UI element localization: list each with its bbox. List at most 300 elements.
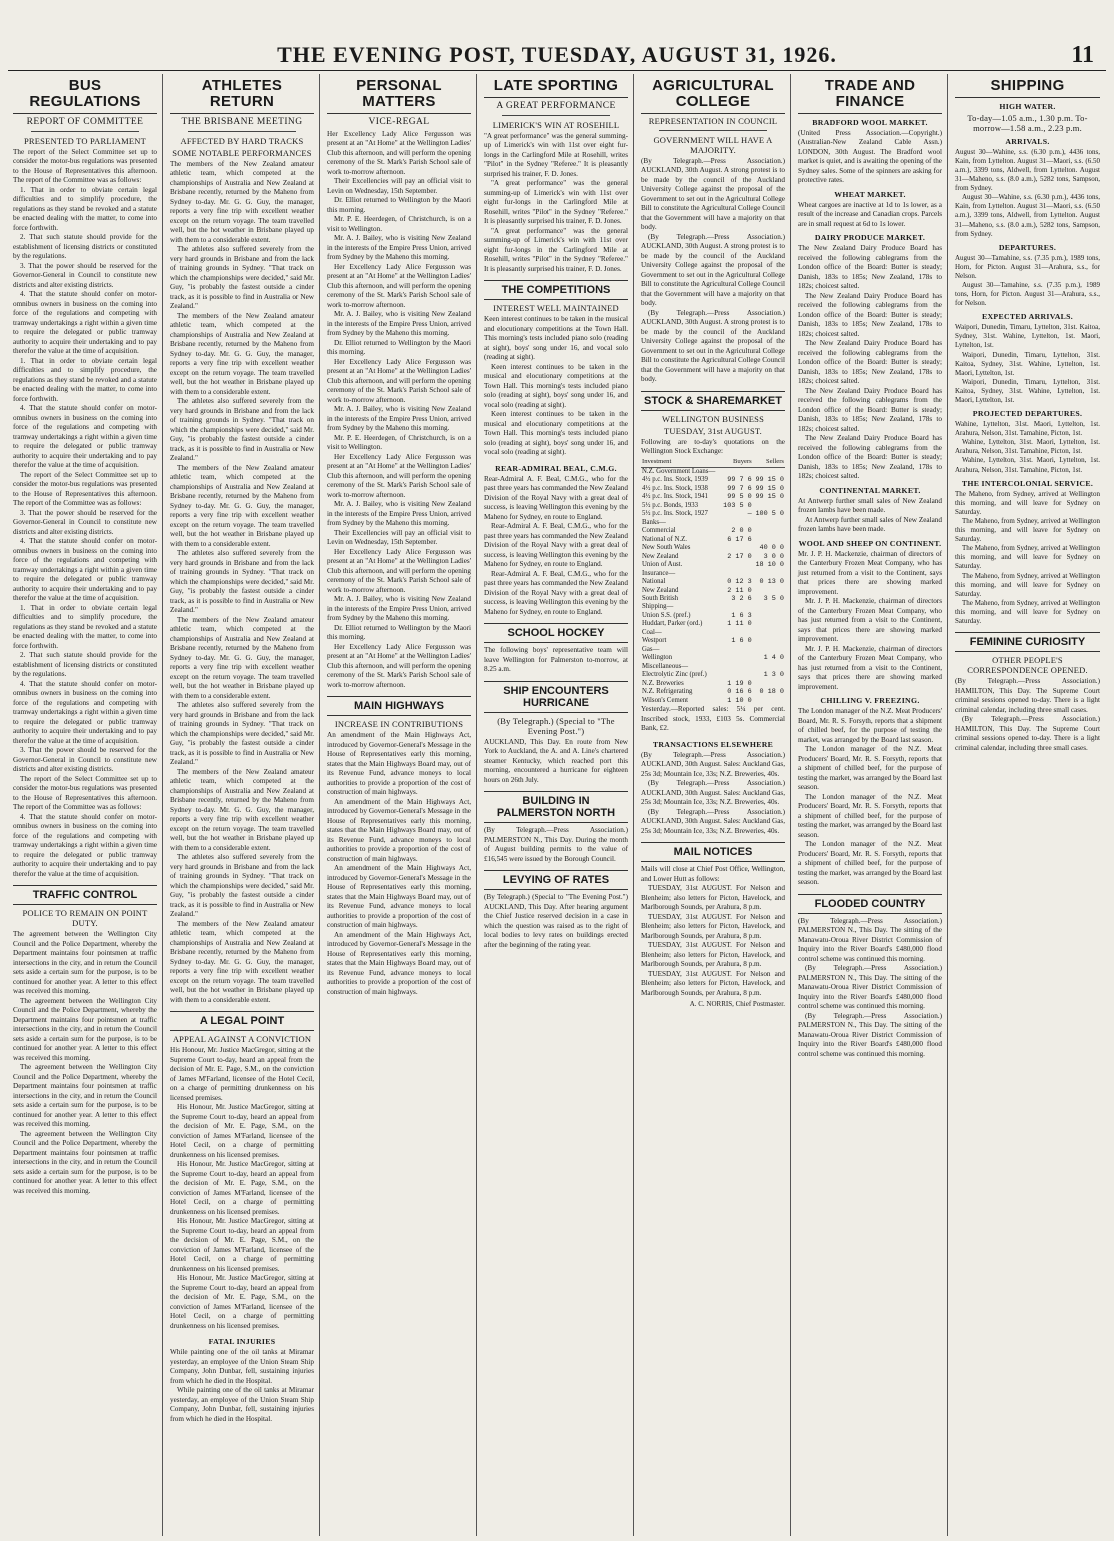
- table-cell: 99 15 0: [755, 484, 784, 493]
- table-cell: [720, 467, 752, 476]
- article-fatal-injuries: [170, 1337, 314, 1424]
- table-cell: [720, 671, 752, 679]
- headline: FEMININE CURIOSITY: [955, 632, 1100, 652]
- paragraph: Mr. J. P. H. Mackenzie, chairman of directors of the Canterbury Frozen Meat Company, who has just returned from a visit to the Continent, says that prices there are showing marked improvement.: [798, 549, 942, 596]
- headline: MAIN HIGHWAYS: [327, 696, 471, 716]
- table-cell: [720, 561, 752, 569]
- table-cell: Insurance—: [642, 569, 676, 577]
- paragraph: Rear-Admiral A. F. Beal, C.M.G., who for the past three years has commanded the New Zealand Division of the Royal Navy with a great deal of success, is leaving Wellington this evening by the Maheno for Sydney, en route to England.: [484, 522, 628, 569]
- paragraph: The report of the Select Committee set up to consider the motor-bus regulations was presented to the House of Representatives this afternoon. The report of the Committee was as follows:: [13, 774, 157, 811]
- article-stock-sharemarket: [641, 391, 785, 734]
- table-row: [641, 493, 785, 501]
- table-row: [641, 561, 785, 569]
- headline: FATAL INJURIES: [208, 1337, 276, 1346]
- subheadline: CONTINENTAL MARKET.: [819, 485, 921, 495]
- column-3: [322, 74, 477, 1536]
- table-cell: 99 15 0: [755, 476, 784, 485]
- paragraph: The New Zealand Dairy Produce Board has received the following cablegrams from the London office of the Board: Butter is steady; Danish, 183s to 185s; New Zealand, 178s to 182s; choicest salted.: [798, 244, 942, 290]
- headline: LATE SPORTING: [484, 78, 628, 98]
- subheadline: A GREAT PERFORMANCE: [496, 100, 616, 111]
- paragraph: Mr. A. J. Bailey, who is visiting New Zealand in the interests of the Empire Press Union, arrived from Sydney by the Maheno this morning.: [327, 234, 471, 261]
- table-cell: National of N.Z.: [642, 535, 687, 543]
- paragraph: While painting one of the oil tanks at Miramar yesterday, an employee of the Union Steam Ship Company, John Dunbar, fell, sustaining injuries from which he died in the Hospital.: [170, 1348, 314, 1385]
- table-cell: [720, 646, 752, 654]
- table-header-row: [641, 457, 785, 468]
- headline: TRAFFIC CONTROL: [13, 885, 157, 905]
- table-cell: 1 10 0: [727, 696, 752, 705]
- table-cell: 100 5 0: [755, 510, 784, 519]
- table-cell: National: [642, 578, 666, 586]
- table-cell: 1 19 0: [727, 679, 752, 688]
- paragraph: The New Zealand Dairy Produce Board has received the following cablegrams from the London office of the Board: Butter is steady; Danish, 183s to 185s; New Zealand, 178s to 182s; choicest salted.: [798, 291, 942, 338]
- subheadline: BRADFORD WOOL MARKET.: [812, 117, 928, 127]
- subheadline: AFFECTED BY HARD TRACKS: [180, 135, 304, 146]
- table-row: [641, 595, 785, 603]
- paragraph: Keen interest continues to be taken in the musical and elocutionary competitions at the Town Hall. This morning's tests included piano solo (reading at sight), boys' song under 16, and vocal solo (reading at sight).: [484, 362, 628, 409]
- table-cell: 1 6 0: [731, 637, 752, 646]
- table-cell: 0 12 3: [727, 578, 752, 587]
- paragraph: The New Zealand Dairy Produce Board has received the following cablegrams from the London office of the Board: Butter is steady; Danish, 183s to 185s; New Zealand, 178s to 182s; choicest salted.: [798, 339, 942, 385]
- paragraph: The New Zealand Dairy Produce Board has received the following cablegrams from the London office of the Board: Butter is steady; Danish, 183s to 185s; New Zealand, 178s to 182s; choicest salted.: [798, 386, 942, 433]
- paragraph: The athletes also suffered severely from the very hard grounds in Brisbane and from the lack of training grounds in Sydney. "That track on which the championships were decided," said Mr. Guy, "is probably the fastest outside a cinder track, as it is possible to find in Australia or New Zealand.": [170, 549, 314, 614]
- headline: A LEGAL POINT: [170, 1011, 314, 1031]
- paragraph: An amendment of the Main Highways Act, introduced by Governor-General's Message in the House of Representatives early this morning, states that the Main Highways Board may, out of its Revenue Fund, advance moneys to local authorities to provide a proportion of the cost of construction of main highways.: [327, 864, 471, 929]
- table-cell: 5½ p.c. Ins. Stock, 1927: [642, 510, 708, 518]
- paragraph: (United Press Association.—Copyright.) (Australian-New Zealand Cable Assn.) LONDON, 30th August. The Bradford wool market is quiet, and is awaiting the opening of the Sydney sales. Some of the spinners are asking for protective rates.: [798, 128, 942, 184]
- article-shipping: [955, 78, 1100, 626]
- headline: MAIL NOTICES: [641, 842, 785, 862]
- paragraph: His Honour, Mr. Justice MacGregor, sitting at the Supreme Court to-day, heard an appeal from the decision of Mr. E. Page, S.M., on the conviction of James M'Farland, licensee of the Hotel Cecil, on a charge of permitting drunkenness on his licensed premises.: [170, 1274, 314, 1330]
- paragraph: The members of the New Zealand amateur athletic team, which competed at the championships of Australia and New Zealand at Brisbane recently, returned by the Maheno from Sydney to-day. Mr. G. G. Guy, the manager, reports a very fine trip with excellent weather except on the return voyage. The team travelled well, but the hot weather in Brisbane played up with them to a considerable extent.: [170, 919, 314, 1004]
- paragraph: Wahine, Lyttelton, 31st. Maori, Lyttelton, 1st. Arahura, Nelson, 31st. Tamahine, Picton, 1st.: [955, 456, 1100, 474]
- paragraph: At Antwerp further small sales of New Zealand frozen lambs have been made.: [798, 496, 942, 514]
- paragraph: 1. That in order to obviate certain legal difficulties and to simplify procedure, the regulations as they stand be revoked and a statute be enacted dealing with the matter, to come into force forthwith.: [13, 185, 157, 232]
- table-row: [641, 680, 785, 688]
- paragraph: 1. That in order to obviate certain legal difficulties and to simplify procedure, the regulations as they stand be revoked and a statute be enacted dealing with the matter, to come into force forthwith.: [13, 356, 157, 403]
- paragraph: The Maheno, from Sydney, arrived at Wellington this morning, and will leave for Sydney on Saturday.: [955, 544, 1100, 571]
- paragraph: Her Excellency Lady Alice Fergusson was present at an "At Home" at the Wellington Ladies' Club this afternoon, and will perform the opening ceremony of the St. Mark's Parish School sale of work to-morrow afternoon.: [327, 262, 471, 309]
- paragraph: (By Telegraph.—Press Association.) AUCKLAND, 30th August. A strong protest is to be made by the council of the Auckland University College against the proposal of the Government to set out in the Agricultural College Bill to constitute the Agricultural College Council that the Government will have a majority on that body.: [641, 308, 785, 383]
- table-cell: New South Wales: [642, 544, 691, 552]
- paragraph: Waipori, Dunedin, Timaru, Lyttelton, 31st. Kaitoa, Sydney, 31st. Wahine, Lyttelton, 1st. Maori, Lyttelton, 1st.: [955, 377, 1100, 404]
- paragraph: Her Excellency Lady Alice Fergusson was present at an "At Home" at the Wellington Ladies' Club this afternoon, and will perform the opening ceremony of the St. Mark's Parish School sale of work to-morrow afternoon.: [327, 452, 471, 499]
- table-row: [641, 476, 785, 484]
- table-cell: [753, 536, 785, 544]
- columns: [8, 74, 1106, 1536]
- divider: [502, 115, 610, 116]
- table-row: [641, 570, 785, 578]
- table-cell: [753, 637, 785, 645]
- table-row: [641, 603, 785, 611]
- headline: FLOODED COUNTRY: [798, 894, 942, 914]
- paragraph: His Honour, Mr. Justice MacGregor, sitting at the Supreme Court to-day, heard an appeal from the decision of Mr. E. Page, S.M., on the conviction of James M'Farland, licensee of the Hotel Cecil, on a charge of permitting drunkenness on his licensed premises.: [170, 1046, 314, 1102]
- table-column-header: Sellers: [753, 457, 785, 468]
- subheadline: DEPARTURES.: [998, 242, 1057, 252]
- divider: [188, 131, 296, 132]
- paragraph: Dr. Elliot returned to Wellington by the Maori this morning.: [327, 623, 471, 641]
- table-cell: [720, 519, 752, 527]
- subheadline: INCREASE IN CONTRIBUTIONS: [334, 719, 464, 729]
- table-cell: [753, 680, 785, 688]
- table-cell: Union S.S. (pref.): [642, 611, 691, 619]
- table-cell: 5½ p.c. Bonds, 1933: [642, 501, 699, 509]
- paragraph: Dr. Elliot returned to Wellington by the Maori this morning.: [327, 338, 471, 356]
- paragraph: "A great performance" was the general summing-up of Limerick's win with 11st over eight fur-longs in the Carlingford Mile at Rosehill, writes "Pilot" in the Sydney "Referee." It is pleasantly surprised his trainer, F. D. Jones.: [484, 226, 628, 273]
- headline: ATHLETES RETURN: [170, 78, 314, 114]
- paragraph: The agreement between the Wellington City Council and the Police Department, whereby the Department maintains four pointsmen at traffic intersections in the city, and in return the Council sets aside a certain sum for the purpose, is to be continued for another year. A letter to this effect was received this morning.: [13, 1129, 157, 1195]
- paragraph: An amendment of the Main Highways Act, introduced by Governor-General's Message in the House of Representatives early this morning, states that the Main Highways Board may, out of its Revenue Fund, advance moneys to local authorities to provide a proportion of the cost of construction of main highways.: [327, 797, 471, 863]
- table-cell: Westport: [642, 637, 667, 645]
- article-building: [484, 791, 628, 864]
- paragraph: (By Telegraph.—Press Association.) PALMERSTON N., This Day. During the month of August building permits to the value of £16,545 were issued by the Borough Council.: [484, 826, 628, 863]
- paragraph: (By Telegraph.—Press Association.) AUCKLAND, 30th August. A strong protest is to be made by the council of the Auckland University College against the proposal of the Government to set out in the Agricultural College Bill to constitute the Agricultural College Council that the Government will have a majority on that body.: [641, 232, 785, 307]
- subheadline: INTEREST WELL MAINTAINED: [493, 303, 619, 314]
- subheadline: WHEAT MARKET.: [834, 189, 906, 199]
- article-competitions: [484, 280, 628, 458]
- table-cell: 6 17 6: [727, 535, 752, 544]
- table-row: [641, 688, 785, 696]
- table-cell: [720, 544, 752, 552]
- subheadline: DAIRY PRODUCE MARKET.: [814, 233, 926, 242]
- column-2: [165, 74, 320, 1536]
- column-1: [8, 74, 163, 1536]
- subheadline: LIMERICK'S WIN AT ROSEHILL: [492, 119, 620, 130]
- table-cell: 0 16 6: [727, 688, 752, 697]
- paragraph: Their Excellencies will pay an official visit to Levin on Wednesday, 15th September.: [327, 528, 471, 546]
- subheadline: (By Telegraph.) (Special to "The Evening Post."): [497, 715, 615, 736]
- subheadline: SOME NOTABLE PERFORMANCES: [172, 147, 312, 158]
- paragraph: August 30—Tamahine, s.s. (7.35 p.m.), 1989 tons, Horn, for Picton. August 31—Arahura, s.s., for Nelson.: [955, 253, 1100, 280]
- table-row: [641, 527, 785, 535]
- table-cell: [720, 629, 752, 637]
- paragraph: 3. That the power should be reserved for the Governor-General in Council to constitute new districts and alter existing districts.: [13, 746, 157, 773]
- article-trade-finance: [798, 78, 942, 888]
- paragraph: Mr. A. J. Bailey, who is visiting New Zealand in the interests of the Empire Press Union, arrived from Sydney by the Maheno this morning.: [327, 310, 471, 337]
- table-column-header: Buyers: [720, 457, 752, 468]
- article-agricultural-college: [641, 78, 785, 385]
- article-athletes-return: [170, 78, 314, 1005]
- table-cell: 99 7 6: [727, 484, 752, 493]
- paragraph: The members of the New Zealand amateur athletic team, which competed at the championships of Australia and New Zealand at Brisbane recently, returned by the Maheno from Sydney to-day. Mr. G. G. Guy, the manager, reports a very fine trip with excellent weather except on the return voyage. The team travelled well, but the hot weather in Brisbane played up with them to a considerable extent.: [170, 159, 314, 244]
- paragraph: His Honour, Mr. Justice MacGregor, sitting at the Supreme Court to-day, heard an appeal from the decision of Mr. E. Page, S.M., on the conviction of James M'Farland, licensee of the Hotel Cecil, on a charge of permitting drunkenness on his licensed premises.: [170, 1103, 314, 1159]
- paragraph: (By Telegraph.—Press Association.) PALMERSTON N., This Day. The sitting of the Manawatu-Oroua River District Commission of Inquiry into the River Board's £480,000 flood control scheme was continued this morning.: [798, 964, 942, 1010]
- paragraph: Yesterday.—Reported sales: 5¼ per cent. Inscribed stock, 1933, £103 5s. Commercial Bank, £2.: [641, 705, 785, 733]
- column-7: [950, 74, 1105, 1536]
- paragraph: Following are to-day's quotations on the Wellington Stock Exchange:: [641, 437, 785, 455]
- subheadline: EXPECTED ARRIVALS.: [981, 312, 1074, 322]
- paragraph: 2. That such statute should provide for the establishment of licensing districts or constituted by the regulations.: [13, 651, 157, 678]
- paragraph: 1. That in order to obviate certain legal difficulties and to simplify procedure, the regulations as they stand be revoked and a statute be enacted dealing with the matter, to come into force forthwith.: [13, 603, 157, 650]
- headline: SHIPPING: [955, 78, 1100, 98]
- subheadline: ARRIVALS.: [1005, 136, 1050, 146]
- paragraph: "A great performance" was the general summing-up of Limerick's win with 11st over eight fur-longs in the Carlingford Mile at Rosehill, writes "Pilot" in the Sydney "Referee." It is pleasantly surprised his trainer, F. D. Jones.: [484, 179, 628, 226]
- paragraph: Mails will close at Chief Post Office, Wellington, and Lower Hutt as follows:: [641, 865, 785, 883]
- paragraph: The following boys' representative team will leave Wellington for Palmerston to-morrow, at 8.25 a.m.: [484, 646, 628, 674]
- table-cell: 18 10 0: [755, 561, 784, 570]
- table-cell: Coal—: [642, 628, 662, 636]
- signature: A. C. NORRIS, Chief Postmaster.: [689, 1000, 785, 1009]
- table-cell: [753, 502, 785, 510]
- article-flooded-country: [798, 894, 942, 1060]
- table-row: [641, 612, 785, 620]
- paragraph: Their Excellencies will pay an official visit to Levin on Wednesday, 15th September.: [327, 177, 471, 195]
- paragraph: Mr. P. E. Heerdegen, of Christchurch, is on a visit to Wellington.: [327, 215, 471, 233]
- table-cell: [753, 467, 785, 476]
- paragraph: TUESDAY, 31st AUGUST. For Nelson and Blenheim; also letters for Picton, Havelock, and Marlborough Sounds, per Arahura, 8 p.m.: [641, 884, 785, 912]
- divider: [31, 131, 139, 132]
- paragraph: Mr. A. J. Bailey, who is visiting New Zealand in the interests of the Empire Press Union, arrived from Sydney by the Maheno this morning.: [327, 595, 471, 622]
- paragraph: Her Excellency Lady Alice Fergusson was present at an "At Home" at the Wellington Ladies' Club this afternoon, and will perform the opening ceremony of the St. Mark's Parish School sale of work to-morrow afternoon.: [327, 129, 471, 176]
- table-row: [641, 467, 785, 476]
- table-cell: 99 15 0: [755, 493, 784, 502]
- paragraph: 3. That the power should be reserved for the Governor-General in Council to constitute new districts and alter existing districts.: [13, 508, 157, 536]
- table-cell: 4½ p.c. Ins. Stock, 1939: [642, 476, 708, 484]
- paragraph: 2. That such statute should provide for the establishment of licensing districts or constituted by the regulations.: [13, 233, 157, 260]
- paragraph: The athletes also suffered severely from the very hard grounds in Brisbane and from the lack of training grounds in Sydney. "That track on which the championships were decided," said Mr. Guy, "is probably the fastest outside a cinder track, as it is possible to find in Australia or New Zealand.": [170, 853, 314, 918]
- article-ship-hurricane: [484, 681, 628, 786]
- table-row: [641, 578, 785, 586]
- table-row: [641, 553, 785, 561]
- subheadline: OTHER PEOPLE'S CORRESPONDENCE OPENED.: [967, 655, 1088, 676]
- table-row: [641, 510, 785, 518]
- paragraph: 4. That the statute should confer on motor-omnibus owners in business on the coming into force of the regulations and competing with tramway undertakings a right within a given time to require the delegated or public tramway authority to acquire their undertaking and to pay therefor the value at the time of acquisition.: [13, 537, 157, 602]
- paragraph: The Maheno, from Sydney, arrived at Wellington this morning, and will leave for Sydney on Saturday.: [955, 571, 1100, 598]
- paragraph: His Honour, Mr. Justice MacGregor, sitting at the Supreme Court to-day, heard an appeal from the decision of Mr. E. Page, S.M., on the conviction of James M'Farland, licensee of the Hotel Cecil, on a charge of permitting drunkenness on his licensed premises.: [170, 1160, 314, 1216]
- masthead: [8, 40, 1106, 71]
- table-cell: [720, 663, 752, 671]
- paragraph: TUESDAY, 31st AUGUST. For Nelson and Blenheim; also letters for Picton, Havelock, and Marlborough Sounds, per Arahura, 8 p.m.: [641, 969, 785, 997]
- table-cell: [753, 697, 785, 705]
- paragraph: The London manager of the N.Z. Meat Producers' Board, Mr. R. S. Forsyth, reports that a shipment of chilled beef, for the purpose of testing the market, was arranged by the Board last season.: [798, 707, 942, 744]
- paragraph: Rear-Admiral A. F. Beal, C.M.G., who for the past three years has commanded the New Zealand Division of the Royal Navy with a great deal of success, is leaving Wellington this evening by the Maheno for Sydney, en route to England.: [484, 474, 628, 521]
- paragraph: At Antwerp further small sales of New Zealand frozen lambs have been made.: [798, 515, 942, 533]
- subheadline: TUESDAY, 31st AUGUST.: [663, 425, 763, 436]
- table-cell: [753, 620, 785, 628]
- table-row: [641, 637, 785, 645]
- table-cell: Huddart, Parker (ord.): [642, 620, 703, 628]
- paragraph: The report of the Select Committee set up to consider the motor-bus regulations was presented to the House of Representatives this afternoon. The report of the Committee was as follows:: [13, 470, 157, 507]
- paragraph: (By Telegraph.—Press Association.) HAMILTON, This Day. The Supreme Court criminal sessions opened to-day. There is a light criminal calendar, including three small cases.: [955, 677, 1100, 714]
- table-cell: New Zealand: [642, 552, 679, 560]
- table-cell: Banks—: [642, 518, 666, 526]
- article-transactions: [641, 740, 785, 837]
- paragraph: Her Excellency Lady Alice Fergusson was present at an "At Home" at the Wellington Ladies' Club this afternoon, and will perform the opening ceremony of the St. Mark's Parish School sale of work to-morrow afternoon.: [327, 642, 471, 689]
- paragraph: Her Excellency Lady Alice Fergusson was present at an "At Home" at the Wellington Ladies' Club this afternoon, and will perform the opening ceremony of the St. Mark's Parish School sale of work to-morrow afternoon.: [327, 547, 471, 594]
- table-cell: [753, 646, 785, 654]
- table-cell: 4½ p.c. Ins. Stock, 1938: [642, 484, 708, 492]
- subheadline: THE INTERCOLONIAL SERVICE.: [961, 478, 1094, 488]
- table-row: [641, 485, 785, 493]
- paragraph: August 30—Wahine, s.s. (6.30 p.m.), 4436 tons, Kain, from Lyttelton. August 31—Maori, s.s. (6.50 a.m.), 3399 tons, Aldwell, from Lyttelton. August 31—Maheno, s.s. (8.0 a.m.), 5282 tons, Sampson, from Sydney.: [955, 147, 1100, 193]
- table-cell: 0 13 0: [759, 578, 784, 587]
- paragraph: Her Excellency Lady Alice Fergusson was present at an "At Home" at the Wellington Ladies' Club this afternoon, and will perform the opening ceremony of the St. Mark's Parish School sale of work to-morrow afternoon.: [327, 357, 471, 404]
- article-main-highways: [327, 696, 471, 997]
- paragraph: An amendment of the Main Highways Act, introduced by Governor-General's Message in the House of Representatives early this morning, states that the Main Highways Board may, out of its Revenue Fund, advance moneys to local authorities to provide a proportion of the cost of construction of main highways.: [327, 731, 471, 796]
- paragraph: TUESDAY, 31st AUGUST. For Nelson and Blenheim; also letters for Picton, Havelock, and Marlborough Sounds, per Arahura, 8 p.m.: [641, 912, 785, 940]
- article-legal-point: [170, 1011, 314, 1331]
- paragraph: The Maheno, from Sydney, arrived at Wellington this morning, and will leave for Sydney on Saturday.: [955, 516, 1100, 544]
- table-cell: 103 5 0: [723, 501, 752, 510]
- headline: BUILDING IN PALMERSTON NORTH: [484, 791, 628, 823]
- paragraph: Keen interest continues to be taken in the musical and elocutionary competitions at the Town Hall. This morning's tests included piano solo (reading at sight), boys' song under 16, and vocal solo (reading at sight).: [484, 315, 628, 362]
- table-cell: [753, 587, 785, 595]
- article-mail-notices: [641, 842, 785, 1008]
- paragraph: The Maheno, from Sydney, arrived at Wellington this morning, and will leave for Sydney on Saturday.: [955, 489, 1100, 516]
- paragraph: (By Telegraph.—Press Association.) AUCKLAND, 30th August. Sales: Auckland Gas, 25s 3d; Mountain Ice, 33s; N.Z. Breweries, 40s.: [641, 807, 785, 835]
- table-row: [641, 671, 785, 679]
- paragraph: (By Telegraph.—Press Association.) AUCKLAND, 30th August. Sales: Auckland Gas, 25s 3d; Mountain Ice, 33s; N.Z. Breweries, 40s.: [641, 779, 785, 807]
- table-cell: 3 0 0: [763, 552, 784, 561]
- table-cell: 2 11 0: [727, 586, 752, 595]
- table-cell: Shipping—: [642, 603, 674, 611]
- table-cell: Wellington: [642, 654, 673, 662]
- table-row: [641, 544, 785, 552]
- subheadline: GOVERNMENT WILL HAVE A MAJORITY.: [653, 134, 773, 155]
- paragraph: Mr. A. J. Bailey, who is visiting New Zealand in the interests of the Empire Press Union, arrived from Sydney by the Maheno this morning.: [327, 405, 471, 432]
- paragraph: Mr. P. E. Heerdegen, of Christchurch, is on a visit to Wellington.: [327, 433, 471, 451]
- table-cell: [720, 570, 752, 578]
- column-6: [793, 74, 948, 1536]
- paragraph: The agreement between the Wellington City Council and the Police Department, whereby the Department maintains four pointsmen at traffic intersections in the city, and in return the Council sets aside a certain sum for the purpose, is to be continued for another year. A letter to this effect was received this morning.: [13, 1063, 157, 1128]
- paragraph: The London manager of the N.Z. Meat Producers' Board, Mr. R. S. Forsyth, reports that a shipment of chilled beef, for the purpose of testing the market, was arranged by the Board last season.: [798, 840, 942, 886]
- paragraph: The members of the New Zealand amateur athletic team, which competed at the championships of Australia and New Zealand at Brisbane recently, returned by the Maheno from Sydney to-day. Mr. G. G. Guy, the manager, reports a very fine trip with excellent weather except on the return voyage. The team travelled well, but the hot weather in Brisbane played up with them to a considerable extent.: [170, 615, 314, 700]
- table-row: [641, 502, 785, 510]
- table-cell: 3 5 0: [763, 595, 784, 603]
- article-school-hockey: [484, 623, 628, 675]
- subheadline: VICE-REGAL: [368, 116, 430, 127]
- table-row: [641, 697, 785, 705]
- table-cell: —: [747, 510, 752, 519]
- table-row: [641, 587, 785, 595]
- table-cell: Wilson's Cement: [642, 696, 689, 704]
- divider: [659, 130, 767, 131]
- headline: TRANSACTIONS ELSEWHERE: [652, 739, 774, 749]
- subheadline: To-day—1.05 a.m., 1.30 p.m. To-morrow—1.58 a.m., 2.23 p.m.: [967, 112, 1088, 133]
- headline: THE COMPETITIONS: [484, 280, 628, 300]
- paragraph: The Maheno, from Sydney, arrived at Wellington this morning, and will leave for Sydney on Saturday.: [955, 598, 1100, 625]
- table-cell: [753, 663, 785, 671]
- table-cell: Miscellaneous—: [642, 662, 689, 670]
- paragraph: 4. That the statute should confer on motor-omnibus owners in business on the coming into force of the regulations and competing with tramway undertakings a right within a given time to require the delegated or public tramway authority to acquire their undertaking and to pay therefor the value at the time of acquisition.: [13, 404, 157, 469]
- table-cell: 1 4 0: [763, 654, 784, 663]
- paragraph: Wahine, Lyttelton, 31st. Maori, Lyttelton, 1st. Arahura, Nelson, 31st. Tamahine, Picton, 1st.: [955, 420, 1100, 438]
- table-cell: N.Z. Breweries: [642, 679, 684, 687]
- subheadline: PRESENTED TO PARLIAMENT: [23, 135, 147, 146]
- table-cell: [720, 654, 752, 662]
- subheadline: REPORT OF COMMITTEE: [26, 116, 144, 127]
- table-row: [641, 654, 785, 662]
- paragraph: (By Telegraph.) (Special to "The Evening Post.") AUCKLAND, This Day. After hearing argument the Chief Justice reserved decision in a case in which the question was raised as to the right of local bodies to levy rates on buildings erected after the beginning of the rating year.: [484, 893, 628, 949]
- column-5: [636, 74, 791, 1536]
- paragraph: The members of the New Zealand amateur athletic team, which competed at the championships of Australia and New Zealand at Brisbane recently, returned by the Maheno from Sydney to-day. Mr. G. G. Guy, the manager, reports a very fine trip with excellent weather except on the return voyage. The team travelled well, but the hot weather in Brisbane played up with them to a considerable extent.: [170, 463, 314, 548]
- table-cell: 2 0 0: [731, 527, 752, 536]
- paragraph: 4. That the statute should confer on motor-omnibus owners in business on the coming into force of the regulations and competing with tramway undertakings a right within a given time to require the delegated or public tramway authority to acquire their undertaking and to pay therefor the value at the time of acquisition.: [13, 290, 157, 355]
- table-cell: 1 11 0: [727, 620, 752, 629]
- page-number: 11: [1071, 42, 1094, 68]
- table-row: [641, 629, 785, 637]
- paragraph: The London manager of the N.Z. Meat Producers' Board, Mr. R. S. Forsyth, reports that a shipment of chilled beef, for the purpose of testing the market, was arranged by the Board last season.: [798, 745, 942, 791]
- headline: AGRICULTURAL COLLEGE: [641, 78, 785, 114]
- paragraph: 4. That the statute should confer on motor-omnibus owners in business on the coming into force of the regulations and competing with tramway undertakings a right within a given time to require the delegated or public tramway authority to acquire their undertaking and to pay therefor the value at the time of acquisition.: [13, 679, 157, 745]
- subheadline: PROJECTED DEPARTURES.: [972, 409, 1083, 419]
- table-cell: 99 7 6: [727, 476, 752, 485]
- table-row: [641, 663, 785, 671]
- table-row: [641, 646, 785, 654]
- table-cell: [753, 570, 785, 578]
- paragraph: The agreement between the Wellington City Council and the Police Department, whereby the Department maintains four pointsmen at traffic intersections in the city, and in return the Council sets aside a certain sum for the purpose, is to be continued for another year. A letter to this effect was received this morning.: [13, 930, 157, 995]
- paragraph: Wahine, Lyttelton, 31st. Maori, Lyttelton, 1st. Arahura, Nelson, 31st. Tamahine, Picton, 1st.: [955, 438, 1100, 456]
- table-cell: 40 0 0: [759, 544, 784, 553]
- paragraph: An amendment of the Main Highways Act, introduced by Governor-General's Message in the House of Representatives early this morning, states that the Main Highways Board may, out of its Revenue Fund, advance moneys to local authorities to provide a proportion of the cost of construction of main highways.: [327, 930, 471, 996]
- headline: BUS REGULATIONS: [13, 78, 157, 114]
- paragraph: (By Telegraph.—Press Association.) PALMERSTON N., This Day. The sitting of the Manawatu-Oroua River District Commission of Inquiry into the River Board's £480,000 flood control scheme was continued this morning.: [798, 1011, 942, 1058]
- paragraph: Mr. J. P. H. Mackenzie, chairman of directors of the Canterbury Frozen Meat Company, who has just returned from a visit to the Continent, says that prices there are showing marked improvement.: [798, 597, 942, 643]
- paragraph: (By Telegraph.—Press Association.) HAMILTON, This Day. The Supreme Court criminal sessions opened to-day. There is a light criminal calendar, including three small cases.: [955, 715, 1100, 752]
- table-cell: N.Z. Government Loans—: [642, 467, 716, 475]
- headline: LEVYING OF RATES: [484, 870, 628, 890]
- table-cell: Commercial: [642, 527, 676, 535]
- headline: STOCK & SHAREMARKET: [641, 391, 785, 411]
- table-cell: [753, 527, 785, 535]
- table-row: [641, 519, 785, 527]
- table-cell: [720, 603, 752, 611]
- paragraph: "A great performance" was the general summing-up of Limerick's win with 11st over eight fur-longs in the Carlingford Mile at Rosehill, writes "Pilot" in the Sydney "Referee." It is pleasantly surprised his trainer, F. D. Jones.: [484, 131, 628, 178]
- subheadline: HIGH WATER.: [999, 101, 1056, 111]
- table-cell: N.Z. Refrigerating: [642, 688, 693, 696]
- paragraph: The members of the New Zealand amateur athletic team, which competed at the championships of Australia and New Zealand at Brisbane recently, returned by the Maheno from Sydney to-day. Mr. G. G. Guy, the manager, reports a very fine trip with excellent weather except on the return voyage. The team travelled well, but the hot weather in Brisbane played up with them to a considerable extent.: [170, 311, 314, 396]
- table-cell: [753, 603, 785, 611]
- paragraph: Waipori, Dunedin, Timaru, Lyttelton, 31st. Kaitoa, Sydney, 31st. Wahine, Lyttelton, 1st. Maori, Lyttelton, 1st.: [955, 350, 1100, 377]
- table-cell: 3 2 6: [731, 595, 752, 603]
- paragraph: August 30—Tamahine, s.s. (7.35 p.m.), 1989 tons, Horn, for Picton. August 31—Arahura, s.s., for Nelson.: [955, 280, 1100, 308]
- table-cell: New Zealand: [642, 586, 679, 594]
- subheadline: CHILLING V. FREEZING.: [820, 696, 920, 705]
- paragraph: Keen interest continues to be taken in the musical and elocutionary competitions at the Town Hall. This morning's tests included piano solo (reading at sight), boys' song under 16, and vocal solo (reading at sight).: [484, 410, 628, 457]
- article-late-sporting: [484, 78, 628, 274]
- article-feminine-curiosity: [955, 632, 1100, 753]
- paragraph: Dr. Elliot returned to Wellington by the Maori this morning.: [327, 196, 471, 214]
- headline: REAR-ADMIRAL BEAL, C.M.G.: [495, 463, 617, 473]
- paragraph: His Honour, Mr. Justice MacGregor, sitting at the Supreme Court to-day, heard an appeal from the decision of Mr. E. Page, S.M., on the conviction of James M'Farland, licensee of the Hotel Cecil, on a charge of permitting drunkenness on his licensed premises.: [170, 1217, 314, 1273]
- article-bus-regulations: [13, 78, 157, 879]
- paragraph: The report of the Select Committee set up to consider the motor-bus regulations was presented to the House of Representatives this afternoon. The report of the Committee was as follows:: [13, 147, 157, 184]
- table-row: [641, 620, 785, 628]
- paragraph: The London manager of the N.Z. Meat Producers' Board, Mr. R. S. Forsyth, reports that a shipment of chilled beef, for the purpose of testing the market, was arranged by the Board last season.: [798, 792, 942, 839]
- paragraph: The athletes also suffered severely from the very hard grounds in Brisbane and from the lack of training grounds in Sydney. "That track on which the championships were decided," said Mr. Guy, "is probably the fastest outside a cinder track, as it is possible to find in Australia or New Zealand.": [170, 701, 314, 766]
- table-cell: [753, 519, 785, 527]
- paragraph: Waipori, Dunedin, Timaru, Lyttelton, 31st. Kaitoa, Sydney, 31st. Wahine, Lyttelton, 1st. Maori, Lyttelton, 1st.: [955, 323, 1100, 350]
- paragraph: 3. That the power should be reserved for the Governor-General in Council to constitute new districts and alter existing districts.: [13, 261, 157, 289]
- paragraph: Rear-Admiral A. F. Beal, C.M.G., who for the past three years has commanded the New Zealand Division of the Royal Navy with a great deal of success, is leaving Wellington this evening by the Maheno for Sydney, en route to England.: [484, 569, 628, 616]
- table-cell: 2 17 0: [727, 552, 752, 561]
- paragraph: Mr. J. P. H. Mackenzie, chairman of directors of the Canterbury Frozen Meat Company, who has just returned from a visit to the Continent, says that prices there are showing marked improvement.: [798, 644, 942, 691]
- subheadline: WOOL AND SHEEP ON CONTINENT.: [798, 538, 942, 548]
- subheadline: POLICE TO REMAIN ON POINT DUTY.: [22, 908, 148, 928]
- paragraph: Wheat cargoes are inactive at 1d to 1s lower, as a result of the increase and Canadian crops. Parcels are in small request at 6d to 1s lower.: [798, 200, 942, 228]
- headline: SCHOOL HOCKEY: [484, 623, 628, 643]
- masthead-title: THE EVENING POST, TUESDAY, AUGUST 31, 1926.: [277, 42, 837, 67]
- table-cell: 1 3 0: [763, 671, 784, 680]
- paragraph: (By Telegraph.—Press Association.) AUCKLAND, 30th August. Sales: Auckland Gas, 25s 3d; Mountain Ice, 33s; N.Z. Breweries, 40s.: [641, 750, 785, 778]
- subheadline: WELLINGTON BUSINESS: [661, 413, 765, 424]
- table-cell: [753, 612, 785, 620]
- paragraph: The New Zealand Dairy Produce Board has received the following cablegrams from the London office of the Board: Butter is steady; Danish, 183s to 185s; New Zealand, 178s to 182s; choicest salted.: [798, 434, 942, 480]
- paragraph: The athletes also suffered severely from the very hard grounds in Brisbane and from the lack of training grounds in Sydney. "That track on which the championships were decided," said Mr. Guy, "is probably the fastest outside a cinder track, as it is possible to find in Australia or New Zealand.": [170, 397, 314, 462]
- paragraph: (By Telegraph.—Press Association.) AUCKLAND, 30th August. A strong protest is to be made by the council of the Auckland University College against the proposal of the Government to set out in the Agricultural College Bill to constitute the Agricultural College Council that the Government will have a majority on that body.: [641, 156, 785, 231]
- table-cell: Electrolytic Zinc (pref.): [642, 671, 707, 679]
- paragraph: TUESDAY, 31st AUGUST. For Nelson and Blenheim; also letters for Picton, Havelock, and Marlborough Sounds, per Arahura, 8 p.m.: [641, 941, 785, 969]
- table-row: [641, 536, 785, 544]
